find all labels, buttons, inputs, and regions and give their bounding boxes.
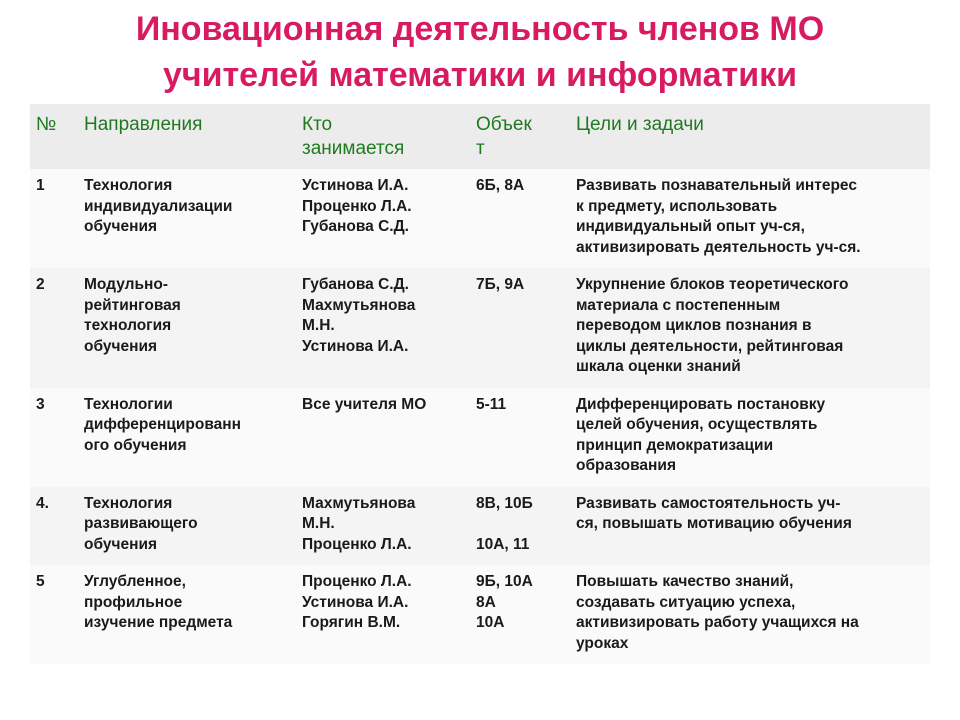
cell-direction: Модульно- рейтинговая технология обучения [78, 268, 296, 388]
header-direction: Направления [78, 104, 296, 169]
header-object: Объек т [470, 104, 570, 169]
header-who: Кто занимается [296, 104, 470, 169]
title-line-2: учителей математики и информатики [162, 56, 798, 94]
cell-num: 3 [30, 388, 78, 487]
cell-who: Проценко Л.А. Устинова И.А. Горягин В.М. [296, 565, 470, 664]
cell-goals: Развивать самостоятельность уч- ся, повышать мотивацию обучения [570, 487, 930, 566]
table-header-row [30, 104, 930, 169]
cell-object: 5-11 [470, 388, 570, 487]
cell-num: 4. [30, 487, 78, 566]
cell-goals: Повышать качество знаний, создавать ситуацию успеха, активизировать работу учащихся на уроках [570, 565, 930, 664]
table-row [30, 388, 930, 487]
cell-who: Устинова И.А. Проценко Л.А. Губанова С.Д. [296, 169, 470, 268]
cell-direction: Технология индивидуализации обучения [78, 169, 296, 268]
cell-direction: Технологии дифференцированн ого обучения [78, 388, 296, 487]
table-row [30, 169, 930, 268]
cell-object: 6Б, 8А [470, 169, 570, 268]
cell-goals: Дифференцировать постановку целей обучения, осуществлять принцип демократизации образования [570, 388, 930, 487]
header-num: № [30, 104, 78, 169]
cell-num: 5 [30, 565, 78, 664]
cell-num: 1 [30, 169, 78, 268]
table-row [30, 565, 930, 664]
cell-goals: Развивать познавательный интерес к предмету, использовать индивидуальный опыт уч-ся, активизировать деятельность уч-ся. [570, 169, 930, 268]
cell-who: Губанова С.Д. Махмутьянова М.Н. Устинова И.А. [296, 268, 470, 388]
table-row [30, 487, 930, 566]
cell-object: 7Б, 9А [470, 268, 570, 388]
header-goals: Цели и задачи [570, 104, 930, 169]
cell-object: 8В, 10Б 10А, 11 [470, 487, 570, 566]
innovation-table [30, 104, 930, 664]
cell-direction: Углубленное, профильное изучение предмета [78, 565, 296, 664]
cell-object: 9Б, 10А 8А 10А [470, 565, 570, 664]
table-row [30, 268, 930, 388]
cell-who: Все учителя МО [296, 388, 470, 487]
cell-goals: Укрупнение блоков теоретического материала с постепенным переводом циклов познания в циклы деятельности, рейтинговая шкала оценки знаний [570, 268, 930, 388]
cell-who: Махмутьянова М.Н. Проценко Л.А. [296, 487, 470, 566]
title-line-1: Иновационная деятельность членов МО [135, 10, 825, 48]
page-title [0, 6, 960, 98]
cell-direction: Технология развивающего обучения [78, 487, 296, 566]
cell-num: 2 [30, 268, 78, 388]
